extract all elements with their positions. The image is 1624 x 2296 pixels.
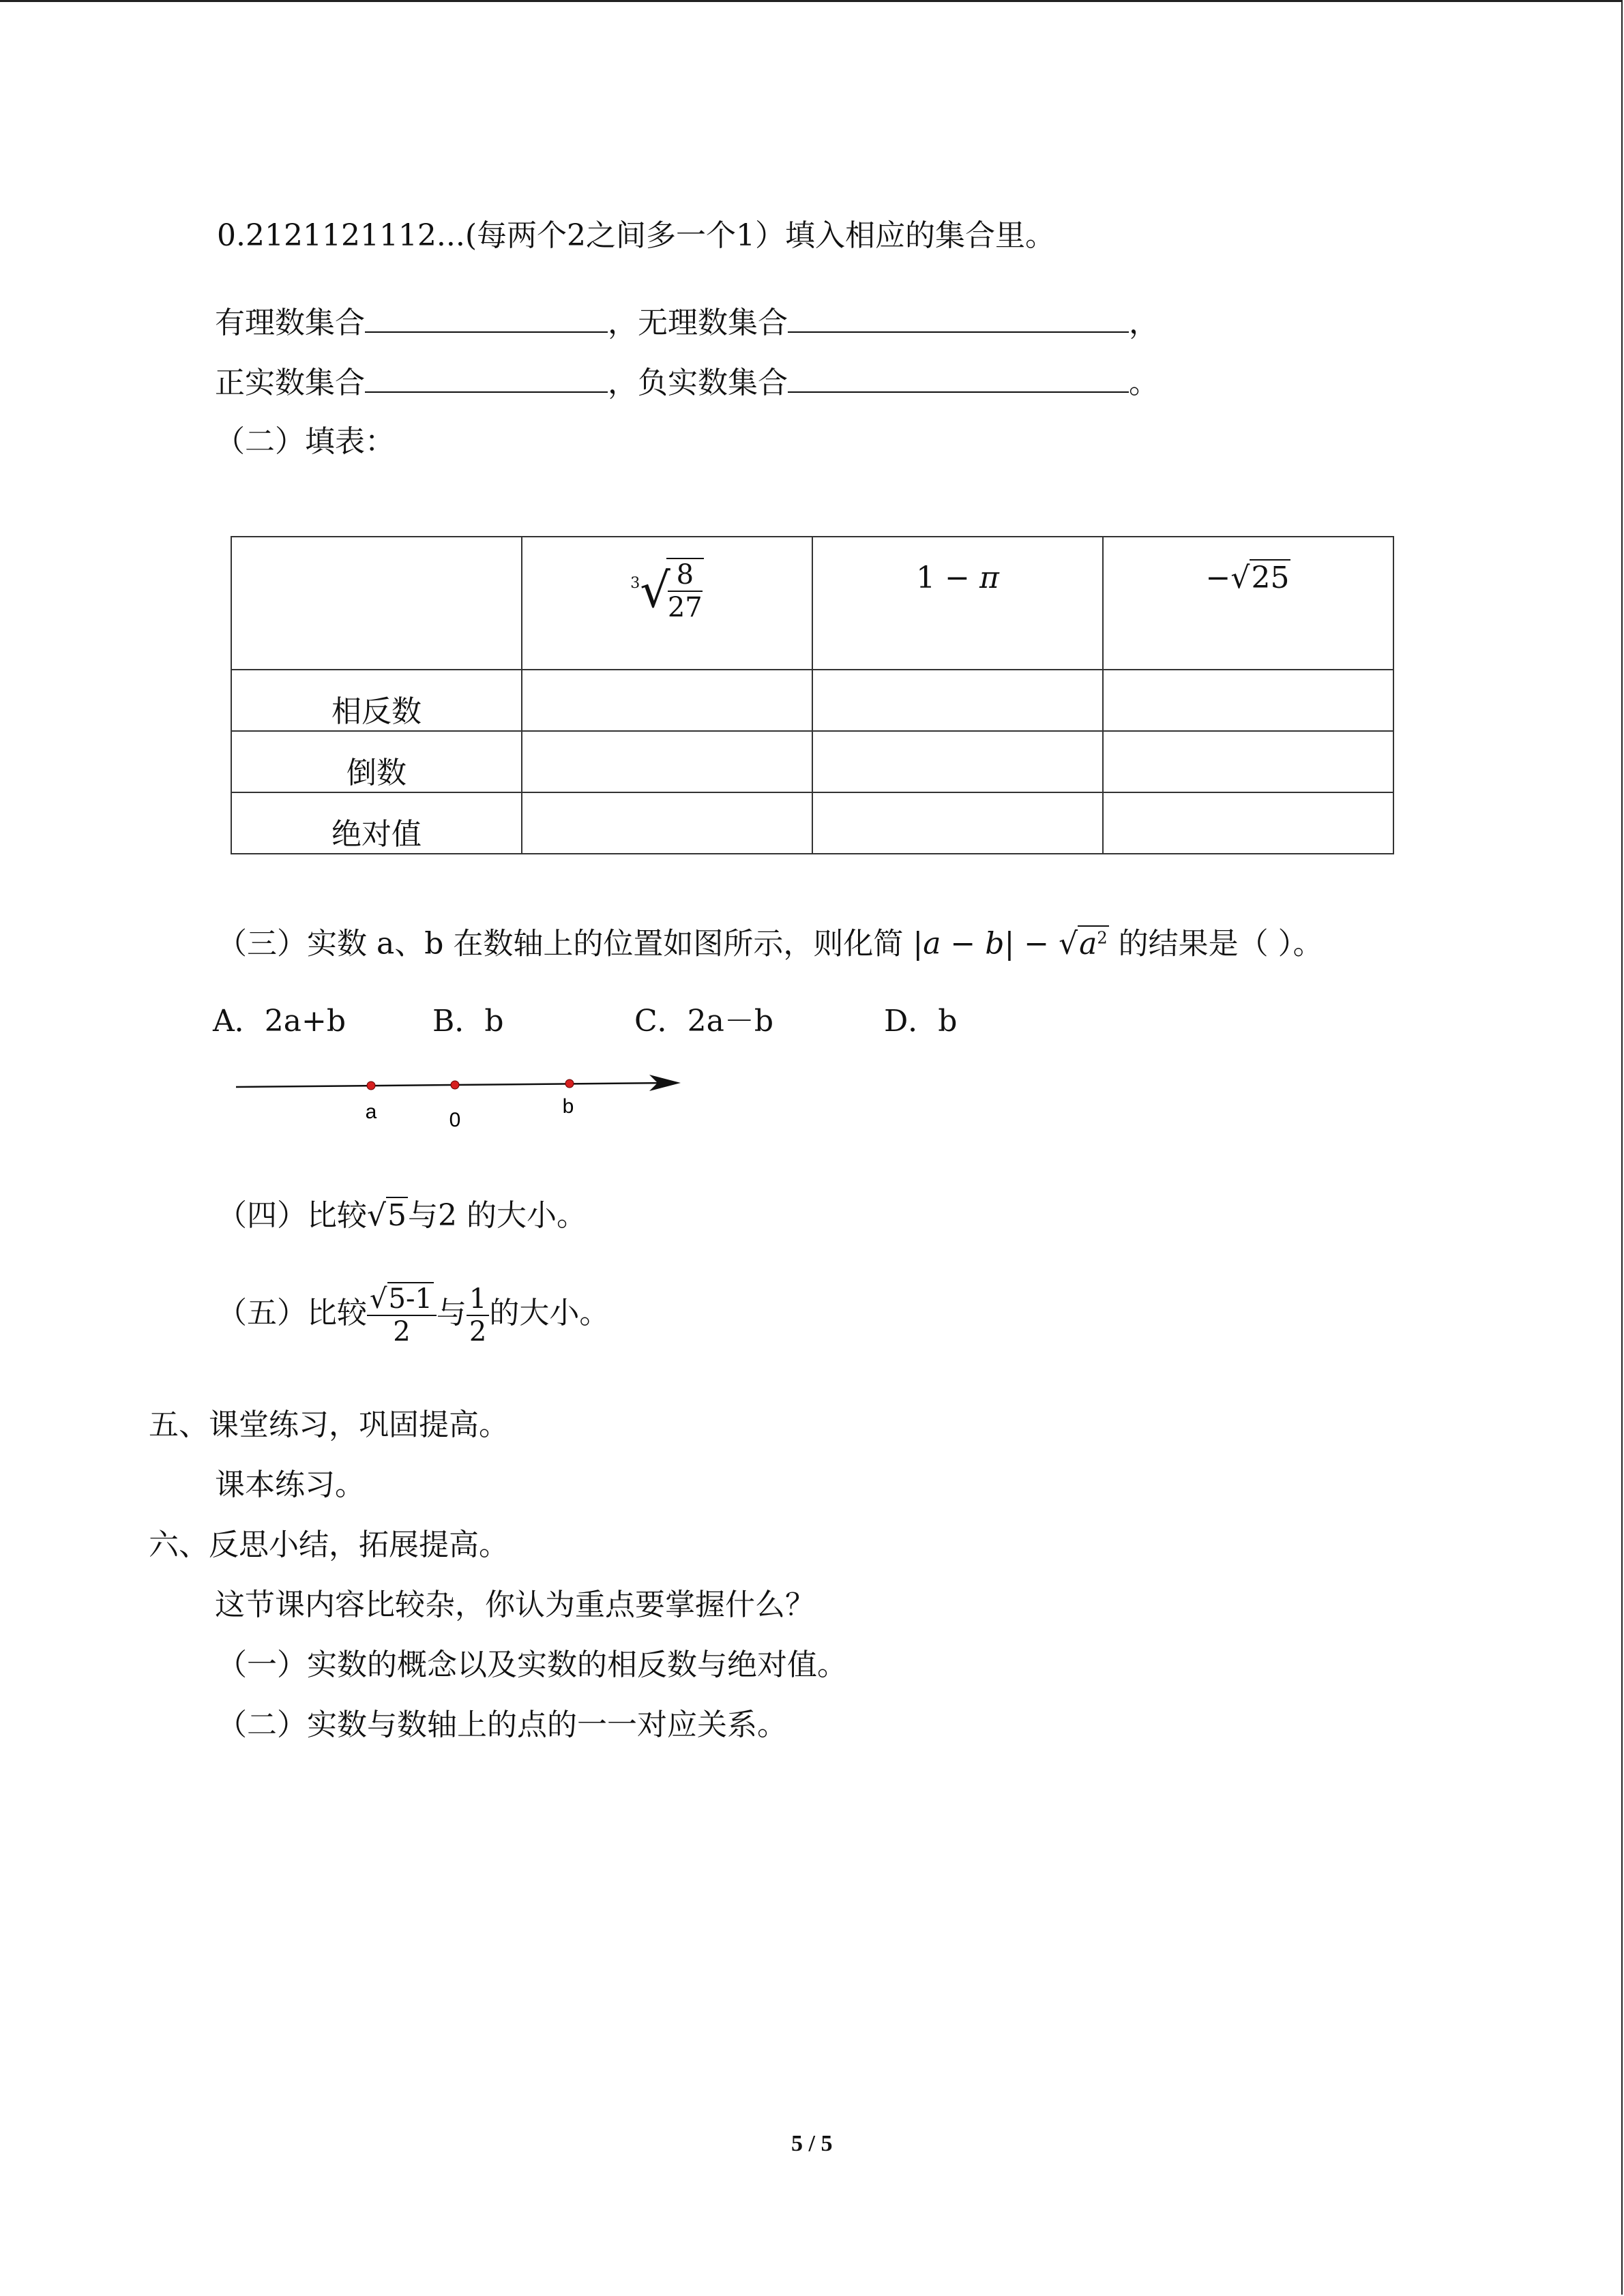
axis-label-zero: 0 <box>449 1109 461 1131</box>
fraction-sqrt5-minus1-over2: $\frac{√5-1}{2}$ <box>367 1283 437 1347</box>
part6-title: 六、反思小结，拓展提高。 <box>149 1527 509 1562</box>
table-header-row <box>231 537 1393 670</box>
section2-title: （二）填表： <box>215 424 395 459</box>
irrational-set-label: ，无理数集合 <box>608 305 788 340</box>
negative-set-label: ，负实数集合 <box>608 366 788 400</box>
section3-suffix: 的结果是（ ）。 <box>1118 926 1323 961</box>
table-cell[interactable] <box>522 792 812 854</box>
fill-table <box>231 536 1394 854</box>
page-number: 5 / 5 <box>791 2131 833 2156</box>
part6-question: 这节课内容比较杂，你认为重点要掌握什么？ <box>215 1587 815 1622</box>
table-header-one-minus-pi: 1 − π <box>812 537 1103 670</box>
options-line <box>213 1002 957 1041</box>
section3-question <box>217 919 1323 964</box>
negative-set-blank[interactable] <box>788 361 1129 393</box>
table-cell[interactable] <box>812 792 1103 854</box>
table-cell[interactable] <box>812 731 1103 792</box>
sqrt5-expression: √5 <box>367 1198 407 1233</box>
axis-label-b: b <box>562 1095 574 1118</box>
abs-expression: $|a - b| - √a^2$ <box>913 926 1108 961</box>
part6-point-2: （二）实数与数轴上的点的一一对应关系。 <box>217 1708 787 1742</box>
comma-end: ， <box>1129 305 1159 340</box>
section5-suffix: 的大小。 <box>489 1296 610 1330</box>
table-cell[interactable] <box>812 670 1103 731</box>
period-end: 。 <box>1129 366 1159 400</box>
table-header-neg-sqrt25: −√25 <box>1103 537 1393 670</box>
row-label-opposite: 相反数 <box>231 670 522 731</box>
option-a[interactable]: A．2a+b <box>213 1004 346 1039</box>
part6-point-1: （一）实数的概念以及实数的相反数与绝对值。 <box>217 1648 847 1682</box>
section5-prefix: （五）比较 <box>217 1296 367 1330</box>
part5-title: 五、课堂练习，巩固提高。 <box>149 1407 509 1442</box>
option-c[interactable]: C．2a－b <box>634 1004 774 1039</box>
table-header-cube-root: $^3$√ $\frac{8}{27}$ <box>522 537 812 670</box>
rational-set-label: 有理数集合 <box>215 305 365 340</box>
table-row <box>231 670 1393 731</box>
table-cell[interactable] <box>522 731 812 792</box>
point-b <box>565 1079 574 1088</box>
table-row <box>231 731 1393 792</box>
point-zero <box>451 1081 459 1089</box>
table-cell[interactable] <box>1103 792 1393 854</box>
table-corner-cell <box>231 537 522 670</box>
option-d[interactable]: D．b <box>884 1004 958 1039</box>
section5-mid: 与 <box>436 1296 467 1330</box>
table-cell[interactable] <box>1103 731 1393 792</box>
irrational-set-blank[interactable] <box>788 301 1129 333</box>
point-a <box>367 1082 375 1090</box>
section5-compare-line <box>217 1282 609 1347</box>
section3-prefix: （三）实数 a、b 在数轴上的位置如图所示，则化简 <box>217 926 904 961</box>
positive-set-label: 正实数集合 <box>215 366 365 400</box>
row-label-absolute: 绝对值 <box>231 792 522 854</box>
axis-label-a: a <box>365 1101 377 1123</box>
row-label-reciprocal: 倒数 <box>231 731 522 792</box>
intro-line: 0.2121121112...(每两个2之间多一个1）填入相应的集合里。 <box>217 218 1056 253</box>
section4-prefix: （四）比较 <box>217 1198 367 1233</box>
section4-mid: 与2 的大小。 <box>408 1198 587 1233</box>
positive-set-blank[interactable] <box>365 361 608 393</box>
table-row <box>231 792 1393 854</box>
section4-line <box>217 1197 587 1235</box>
table-cell[interactable] <box>1103 670 1393 731</box>
set-line-1 <box>215 301 1159 342</box>
table-cell[interactable] <box>522 670 812 731</box>
fraction-one-half: $\frac{1}{2}$ <box>467 1283 489 1347</box>
part5-body: 课本练习。 <box>215 1467 365 1502</box>
set-line-2 <box>215 361 1159 402</box>
option-b[interactable]: B．b <box>432 1004 504 1039</box>
number-line <box>232 1064 696 1139</box>
rational-set-blank[interactable] <box>365 301 608 333</box>
